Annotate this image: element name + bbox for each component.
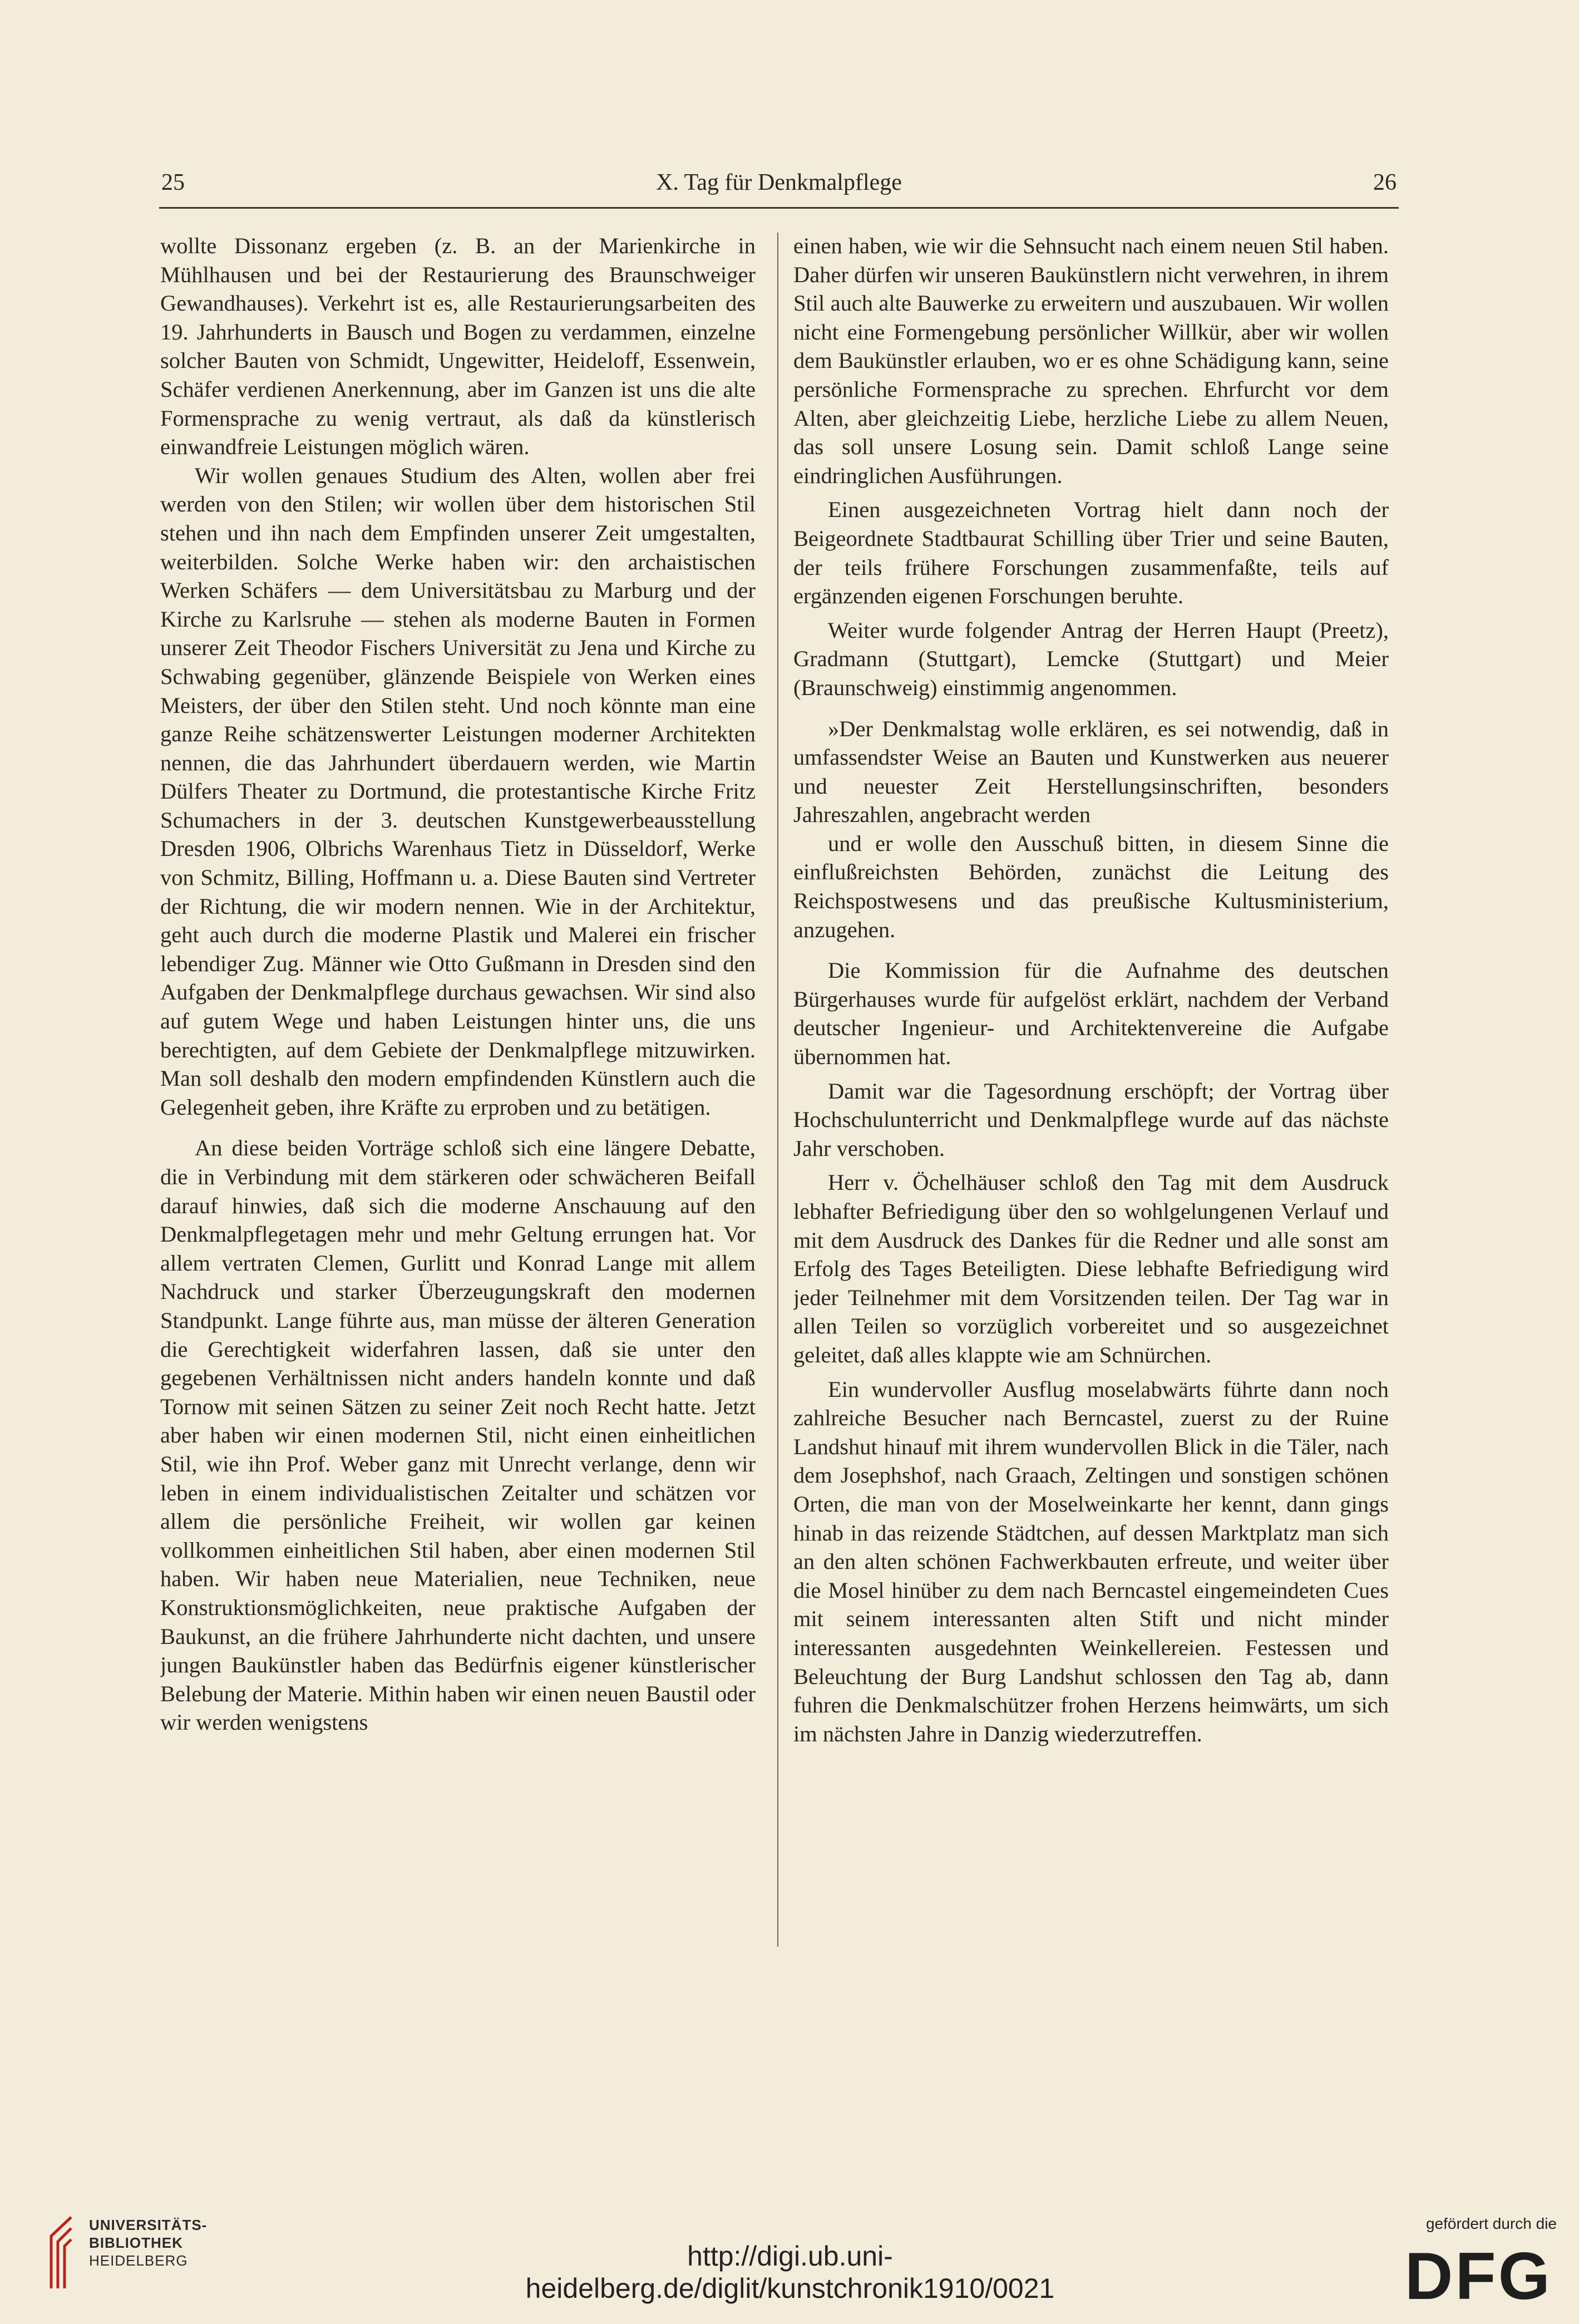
paragraph: und er wolle den Ausschuß bitten, in diesem Sinne die einflußreichsten Behörden, zunächst die Leitung des Reichspostwesens und das preußische Kultusministerium, anzugehen. bbox=[793, 830, 1389, 942]
library-logo-icon bbox=[43, 2214, 77, 2292]
digitization-footer bbox=[0, 2187, 1579, 2324]
paragraph: Damit war die Tagesordnung erschöpft; der Vortrag über Hochschulunterricht und Denkmalpflege wurde auf das nächste Jahr verschoben. bbox=[793, 1078, 1389, 1161]
paragraph: An diese beiden Vorträge schloß sich eine längere Debatte, die in Verbindung mit dem stärkeren oder schwächeren Beifall darauf hinwies, daß sich die moderne Anschauung auf den Denkmalpflegetagen mehr und mehr Geltung errungen hat. Vor allem vertraten Clemen, Gurlitt und Konrad Lange mit allem Nachdruck und starker Überzeugungskraft den modernen Standpunkt. Lange führte aus, man müsse der älteren Generation die Gerechtigkeit widerfahren lassen, daß sie unter den gegebenen Verhältnissen nicht anders handeln konnte und daß Tornow mit seinen Sätzen zu seiner Zeit noch Recht hatte. Jetzt aber haben wir einen modernen Stil, nicht einen einheitlichen Stil, wie ihn Prof. Weber ganz mit Unrecht verlange, denn wir leben in einem individualistischen Zeitalter und schätzen vor allem die persönliche Freiheit, wir wollen gar keinen vollkommen einheitlichen Stil haben, aber einen modernen Stil haben. Wir haben neue Materialien, neue Techniken, neue Konstruktionsmöglichkeiten, neue praktische Aufgaben der Baukunst, an die frühere Jahrhunderte nicht dachten, und unsere jungen Baukünstler haben das Bedürfnis eigener künstlerischer Belebung der Materie. Mithin haben wir einen neuen Baustil oder wir werden wenigstens bbox=[160, 1135, 756, 1735]
paragraph: wollte Dissonanz ergeben (z. B. an der Marienkirche in Mühlhausen und bei der Restaurierung des Braunschweiger Gewandhauses). Verkehrt ist es, alle Restaurierungsarbeiten des 19. Jahrhunderts in Bausch und Bogen zu verdammen, einzelne solcher Bauten von Schmidt, Ungewitter, Heideloff, Essenwein, Schäfer verdienen Anerkennung, aber im Ganzen ist uns die alte Formensprache zu wenig vertraut, als daß da künstlerisch einwandfreie Leistungen möglich wären. bbox=[160, 233, 756, 460]
paragraph: »Der Denkmalstag wolle erklären, es sei notwendig, daß in umfassendster Weise an Bauten und Kunstwerken aus neuerer und neuester Zeit Herstellungsinschriften, besonders Jahreszahlen, angebracht werden bbox=[793, 716, 1389, 828]
header-rule bbox=[159, 207, 1399, 209]
right-column bbox=[793, 232, 1389, 1957]
paragraph: Die Kommission für die Aufnahme des deutschen Bürgerhauses wurde für aufgelöst erklärt, nachdem der Verband deutscher Ingenieur- und Architektenvereine die Aufgabe übernommen hat. bbox=[793, 958, 1389, 1070]
paragraph: Einen ausgezeichneten Vortrag hielt dann noch der Beigeordnete Stadtbaurat Schilling über Trier und seine Bauten, der teils frühere Forschungen zusammenfaßte, teils auf ergänzenden eigenen Forschungen beruhte. bbox=[793, 497, 1389, 609]
column-divider bbox=[777, 233, 778, 1947]
paragraph: Herr v. Öchelhäuser schloß den Tag mit dem Ausdruck lebhafter Befriedigung über den so wohlgelungenen Verlauf und mit dem Ausdruck des Dankes für die Redner und alle sonst am Erfolg des Tages Beteiligten. Diese lebhafte Befriedigung wird jeder Teilnehmer mit dem Vorsitzenden teilen. Der Tag war in allen Teilen so vorzüglich vorbereitet und so ausgezeichnet geleitet, daß alles klappte wie am Schnürchen. bbox=[793, 1170, 1389, 1367]
page-number-right: 26 bbox=[1373, 170, 1397, 195]
running-header bbox=[161, 166, 1397, 199]
left-column bbox=[160, 232, 756, 1957]
library-name: UNIVERSITÄTS- BIBLIOTHEK HEIDELBERG bbox=[89, 2217, 208, 2269]
running-title: X. Tag für Denkmalpflege bbox=[656, 170, 902, 195]
permalink-url[interactable]: http://digi.ub.uni-heidelberg.de/diglit/kunstchronik1910/0021 bbox=[525, 2241, 1055, 2304]
paragraph: einen haben, wie wir die Sehnsucht nach einem neuen Stil haben. Daher dürfen wir unseren Baukünstlern nicht verwehren, in ihrem Stil auch alte Bauwerke zu erweitern und auszubauen. Wir wollen nicht eine Formengebung persönlicher Willkür, aber wir wollen dem Baukünstler erlauben, wo er es ohne Schädigung kann, seine persönliche Formensprache zu sprechen. Ehrfurcht vor dem Alten, aber gleichzeitig Liebe, herzliche Liebe zu allem Neuen, das soll unsere Losung sein. Damit schloß Lange seine eindringlichen Ausführungen. bbox=[793, 233, 1389, 488]
page-number-left: 25 bbox=[161, 170, 185, 195]
paragraph: Ein wundervoller Ausflug moselabwärts führte dann noch zahlreiche Besucher nach Berncastel, zuerst zu der Ruine Landshut hinauf mit ihrem wundervollen Blick in die Täler, nach dem Josephshof, nach Graach, Zeltingen und sonstigen schönen Orten, die man von der Moselweinkarte her kennt, dann gings hinab in das reizende Städtchen, auf dessen Marktplatz man sich an den alten schönen Fachwerkbauten erfreute, und weiter über die Mosel hinüber zu dem nach Berncastel eingemeindeten Cues mit seinem interessanten alten Stift und nicht minder interessanten ausgedehnten Weinkellereien. Festessen und Beleuchtung der Burg Landshut schlossen den Tag ab, dann fuhren die Denkmalschützer frohen Herzens heimwärts, um sich im nächsten Jahre in Danzig wiederzutreffen. bbox=[793, 1376, 1389, 1746]
paragraph: Wir wollen genaues Studium des Alten, wollen aber frei werden von den Stilen; wir wollen über dem historischen Stil stehen und ihn nach dem Empfinden unserer Zeit umgestalten, weiterbilden. Solche Werke haben wir: den archaistischen Werken Schäfers — dem Universitätsbau zu Marburg und der Kirche zu Karlsruhe — stehen als moderne Bauten in Formen unserer Zeit Theodor Fischers Universität zu Jena und Kirche zu Schwabing gegenüber, glänzende Beispiele von Werken eines Meisters, der über den Stilen steht. Und noch könnte man eine ganze Reihe schätzenswerter Leistungen moderner Architekten nennen, die das Jahrhundert überdauern werden, wie Martin Dülfers Theater zu Dortmund, die protestantische Kirche Fritz Schumachers in der 3. deutschen Kunstgewerbeausstellung Dresden 1906, Olbrichs Warenhaus Tietz in Düsseldorf, Werke von Schmitz, Billing, Hoffmann u. a. Diese Bauten sind Vertreter der Richtung, die wir modern nennen. Wie in der Architektur, geht auch durch die moderne Plastik und Malerei ein frischer lebendiger Zug. Männer wie Otto Gußmann in Dresden sind den Aufgaben der Denkmalpflege durchaus gewachsen. Wir sind also auf gutem Wege und haben Leistungen hinter uns, die uns berechtigten, auf dem Gebiete der Denkmalpflege mitzuwirken. Man soll deshalb den modern empfindenden Künstlern auch die Gelegenheit geben, ihre Kräfte zu erproben und zu betätigen. bbox=[160, 462, 756, 1120]
dfg-logo: DFG bbox=[1404, 2239, 1552, 2313]
funded-by-label: gefördert durch die bbox=[1425, 2215, 1557, 2232]
paragraph: Weiter wurde folgender Antrag der Herren Haupt (Preetz), Gradmann (Stuttgart), Lemcke (Stuttgart) und Meier (Braunschweig) einstimmig angenommen. bbox=[793, 617, 1389, 700]
